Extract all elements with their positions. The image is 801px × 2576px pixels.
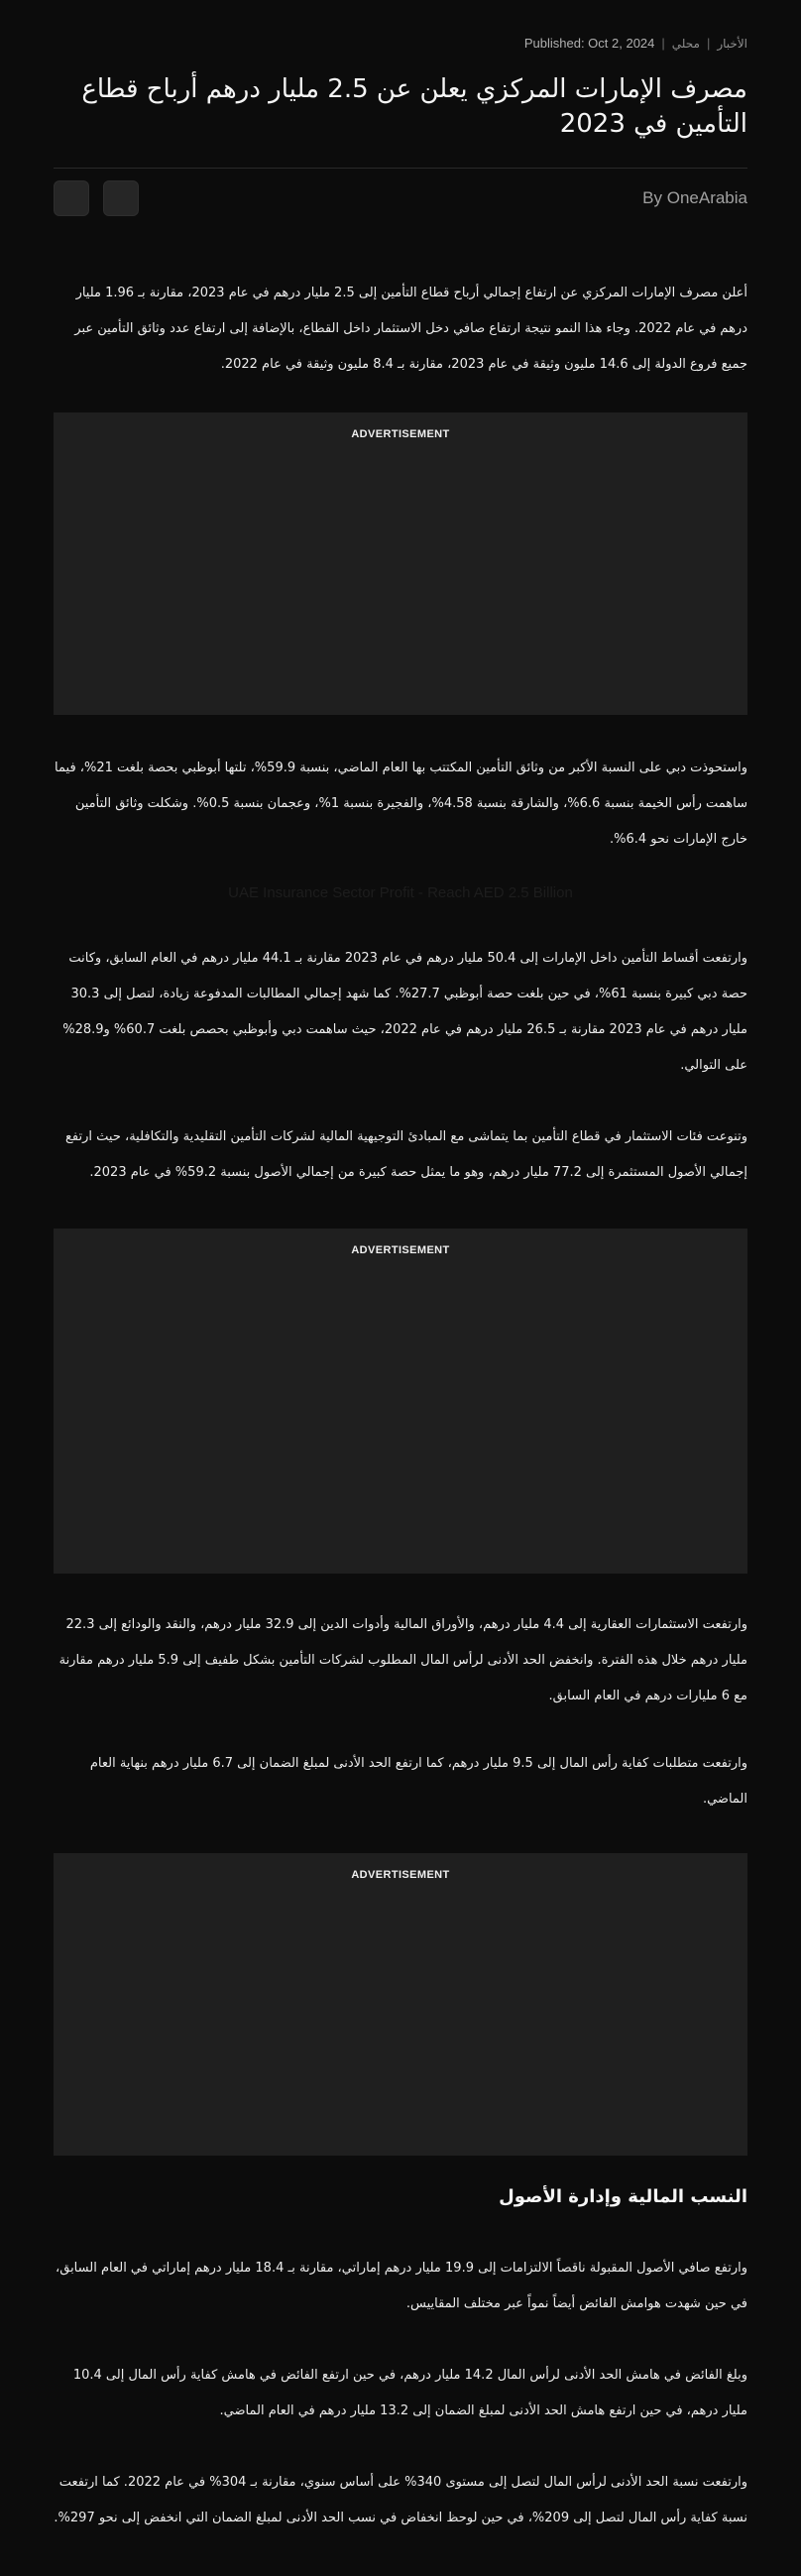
breadcrumb-category[interactable]: محلي — [671, 36, 700, 51]
published-date: Published: Oct 2, 2024 — [523, 36, 655, 51]
advertisement-slot[interactable] — [54, 1853, 747, 2156]
author-byline[interactable]: By OneArabia — [642, 188, 747, 208]
article-paragraph: وارتفعت متطلبات كفاية رأس المال إلى 9.5 مليار درهم، كما ارتفع الحد الأدنى لمبلغ الضمان إلى 6.7 مليار درهم بنهاية العام الماضي. — [89, 1756, 747, 1808]
advertisement-label: ADVERTISEMENT — [351, 428, 450, 441]
share-button[interactable] — [54, 180, 89, 216]
meta-separator: | — [706, 36, 711, 51]
share-button[interactable] — [103, 180, 139, 216]
article-paragraph: وارتفعت نسبة الحد الأدنى لرأس المال لتصل إلى مستوى 340% على أساس سنوي، مقارنة بـ 304% في عام 2022. كما ارتفعت نسبة كفاية رأس المال لتصل إلى 209%، في حين لوحظ انخفاض في نسب الحد الأدنى لمبلغ الضمان التي انخفض إلى نحو 297%. — [54, 2475, 747, 2526]
advertisement-slot[interactable] — [54, 412, 747, 715]
advertisement-label: ADVERTISEMENT — [351, 1244, 450, 1257]
article-paragraph: واستحوذت دبي على النسبة الأكبر من وثائق التأمين المكتتب بها العام الماضي، بنسبة 59.9%، تلتها أبوظبي بحصة بلغت 21%، فيما ساهمت رأس الخيمة بنسبة 6.6%، والشارقة بنسبة 4.58%، والفجيرة بنسبة 1%، وعجمان بنسبة 0.5%. وشكلت وثائق التأمين خارج الإمارات نحو 6.4%. — [55, 761, 747, 848]
article-paragraph: وبلغ الفائض في هامش الحد الأدنى لرأس المال 14.2 مليار درهم، في حين ارتفع الفائض في هامش كفاية رأس المال إلى 10.4 مليار درهم، في حين ارتفع هامش الحد الأدنى لمبلغ الضمان إلى 13.2 مليار درهم في العام الماضي. — [72, 2368, 747, 2419]
article-paragraph: وتنوعت فئات الاستثمار في قطاع التأمين بما يتماشى مع المبادئ التوجيهية المالية لشركات التأمين التقليدية والتكافلية، حيث ارتفع إجمالي الأصول المستثمرة إلى 77.2 مليار درهم، وهو ما يمثل حصة كبيرة من إجمالي الأصول بنسبة 59.2% في عام 2023. — [65, 1129, 747, 1181]
article-page — [54, 0, 747, 2576]
article-paragraph: وارتفعت أقساط التأمين داخل الإمارات إلى 50.4 مليار درهم في عام 2023 مقارنة بـ 44.1 مليار درهم في العام السابق، وكانت حصة دبي كبيرة بنسبة 61%، في حين بلغت حصة أبوظبي 27.7%. كما شهد إجمالي المطالبات المدفوعة زيادة، لتصل إلى 30.3 مليار درهم في عام 2023 مقارنة بـ 26.5 مليار درهم في عام 2022، حيث ساهمت دبي وأبوظبي بحصص بلغت 60.7% و28.9% على التوالي. — [62, 951, 747, 1074]
title-divider — [54, 168, 747, 169]
byline-row — [54, 180, 747, 216]
share-buttons — [54, 180, 139, 216]
article-meta — [54, 36, 747, 51]
advertisement-label: ADVERTISEMENT — [351, 1869, 450, 1882]
meta-separator: | — [661, 36, 665, 51]
article-image-caption: UAE Insurance Sector Profit - Reach AED 2.5 Billion — [228, 884, 573, 902]
advertisement-slot[interactable] — [54, 1229, 747, 1574]
section-heading: النسب المالية وإدارة الأصول — [499, 2186, 747, 2208]
article-paragraph: أعلن مصرف الإمارات المركزي عن ارتفاع إجمالي أرباح قطاع التأمين إلى 2.5 مليار درهم في عام 2023، مقارنة بـ 1.96 مليار درهم في عام 2022. وجاء هذا النمو نتيجة ارتفاع صافي دخل الاستثمار داخل القطاع، بالإضافة إلى ارتفاع عدد وثائق التأمين عبر جميع فروع الدولة إلى 14.6 مليون وثيقة في عام 2023، مقارنة بـ 8.4 مليون وثيقة في عام 2022. — [74, 286, 747, 373]
article-paragraph: وارتفعت الاستثمارات العقارية إلى 4.4 مليار درهم، والأوراق المالية وأدوات الدين إلى 32.9 مليار درهم، والنقد والودائع إلى 22.3 مليار درهم خلال هذه الفترة. وانخفض الحد الأدنى لرأس المال المطلوب لشركات التأمين بشكل طفيف إلى 5.9 مليار درهم مقارنة مع 6 مليارات درهم في العام السابق. — [58, 1617, 747, 1704]
article-title: مصرف الإمارات المركزي يعلن عن 2.5 مليار درهم أرباح قطاع التأمين في 2023 — [81, 74, 747, 140]
breadcrumb-section[interactable]: الأخبار — [717, 36, 747, 51]
article-paragraph: وارتفع صافي الأصول المقبولة ناقصاً الالتزامات إلى 19.9 مليار درهم إماراتي، مقارنة بـ 18.4 مليار درهم إماراتي في العام السابق، في حين شهدت هوامش الفائض أيضاً نمواً عبر مختلف المقاييس. — [56, 2261, 747, 2312]
